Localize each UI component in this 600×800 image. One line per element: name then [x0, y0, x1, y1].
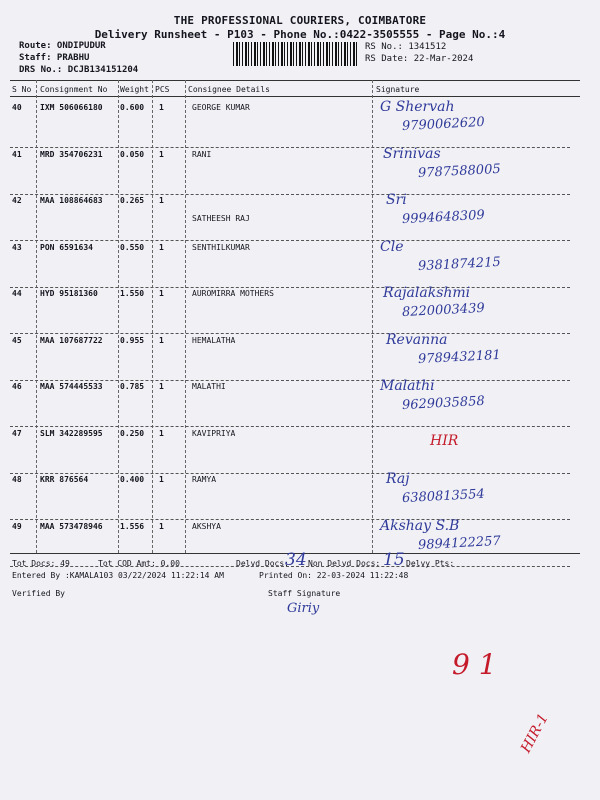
- table-row: [0, 429, 600, 475]
- verified-by: Verified By: [12, 589, 65, 598]
- signature-phone: 9994648309: [401, 207, 486, 228]
- signature-phone: 9789432181: [417, 347, 502, 368]
- row-sno: 46: [12, 382, 22, 391]
- col-header-consignment: Consignment No: [40, 85, 108, 94]
- row-consignment: MAA 573478946: [40, 522, 103, 531]
- row-pcs: 1: [159, 243, 164, 252]
- rs-no: RS No.: 1341512: [365, 42, 447, 52]
- non-delvd-docs-handwritten: 15: [383, 550, 405, 570]
- row-consignment: IXM 506066180: [40, 103, 103, 112]
- row-pcs: 1: [159, 196, 164, 205]
- signature-handwritten: HIR: [430, 433, 459, 449]
- row-sno: 43: [12, 243, 22, 252]
- header-rule-bottom: [10, 96, 580, 97]
- staff-signature-handwritten: Giriy: [287, 601, 320, 616]
- signature-phone: 6380813554: [401, 486, 486, 507]
- row-consignment: MAA 107687722: [40, 336, 103, 345]
- tot-cod-amt: Tot COD Amt: 0.00: [98, 559, 180, 568]
- signature-handwritten: Srinivas: [383, 146, 441, 162]
- row-separator: [10, 519, 570, 520]
- delvd-docs-handwritten: 34: [285, 550, 307, 570]
- row-sno: 40: [12, 103, 22, 112]
- row-separator: [10, 380, 570, 381]
- delvd-docs-label: Delvd Docs:: [236, 559, 289, 568]
- row-pcs: 1: [159, 429, 164, 438]
- row-pcs: 1: [159, 103, 164, 112]
- row-pcs: 1: [159, 289, 164, 298]
- signature-handwritten: Rajalakshmi: [383, 285, 471, 301]
- red-annotation: 9 1: [452, 648, 497, 681]
- row-consignment: PON 6591634: [40, 243, 93, 252]
- row-consignee: AUROMIRRA MOTHERS: [192, 289, 274, 298]
- row-consignee: MALATHI: [192, 382, 226, 391]
- rs-date: RS Date: 22-Mar-2024: [365, 54, 474, 64]
- col-header-consignee: Consignee Details: [188, 85, 270, 94]
- row-pcs: 1: [159, 522, 164, 531]
- row-weight: 0.600: [120, 103, 145, 112]
- row-consignee: GEORGE KUMAR: [192, 103, 250, 112]
- table-row: [0, 332, 600, 382]
- row-sno: 47: [12, 429, 22, 438]
- col-header-pcs: PCS: [155, 85, 170, 94]
- row-weight: 0.785: [120, 382, 145, 391]
- barcode: [233, 42, 358, 66]
- staff-label: Staff: PRABHU: [19, 53, 90, 63]
- row-sno: 45: [12, 336, 22, 345]
- signature-phone: 9381874215: [417, 254, 502, 275]
- table-row: [0, 99, 600, 149]
- row-consignment: MRD 354706231: [40, 150, 103, 159]
- entered-by: Entered By :KAMALA103 03/22/2024 11:22:14 AM: [12, 571, 224, 580]
- row-consignment: MAA 108864683: [40, 196, 103, 205]
- row-weight: 0.265: [120, 196, 145, 205]
- table-row: [0, 471, 600, 521]
- row-separator: [10, 240, 570, 241]
- signature-phone: 9790062620: [401, 114, 486, 135]
- table-row: [0, 378, 600, 428]
- row-consignment: KRR 876564: [40, 475, 89, 484]
- signature-handwritten: Raj: [386, 471, 410, 487]
- company-title: THE PROFESSIONAL COURIERS, COIMBATORE: [173, 14, 427, 27]
- row-consignment: SLM 342289595: [40, 429, 103, 438]
- row-sno: 49: [12, 522, 22, 531]
- row-consignee: RANI: [192, 150, 212, 159]
- row-consignee: AKSHYA: [192, 522, 221, 531]
- signature-phone: 9629035858: [401, 393, 486, 414]
- row-separator: [10, 426, 570, 427]
- delvy-pts: Delvy Pts:: [406, 559, 455, 568]
- row-consignee: SATHEESH RAJ: [192, 214, 250, 223]
- signature-phone: 9787588005: [417, 161, 502, 182]
- row-sno: 48: [12, 475, 22, 484]
- signature-phone: 9894122257: [417, 533, 502, 554]
- col-header-weight: Weight: [120, 85, 149, 94]
- runsheet-title: Delivery Runsheet - P103 - Phone No.:0422-3505555 - Page No.:4: [94, 28, 506, 41]
- row-weight: 0.050: [120, 150, 145, 159]
- signature-handwritten: Cle: [380, 239, 404, 255]
- signature-handwritten: Malathi: [380, 378, 435, 394]
- table-row: [0, 285, 600, 335]
- row-weight: 0.250: [120, 429, 145, 438]
- signature-phone: 8220003439: [401, 300, 486, 321]
- signature-handwritten: Akshay S.B: [380, 518, 460, 534]
- row-sno: 41: [12, 150, 22, 159]
- row-consignment: MAA 574445533: [40, 382, 103, 391]
- row-separator: [10, 287, 570, 288]
- row-consignee: HEMALATHA: [192, 336, 236, 345]
- red-annotation-hir: HIR-1: [518, 710, 552, 756]
- row-weight: 1.556: [120, 522, 145, 531]
- route-label: Route: ONDIPUDUR: [19, 41, 106, 51]
- non-delvd-docs-label: Non Delvd Docs:: [308, 559, 381, 568]
- row-separator: [10, 473, 570, 474]
- row-weight: 0.550: [120, 243, 145, 252]
- row-pcs: 1: [159, 150, 164, 159]
- row-pcs: 1: [159, 475, 164, 484]
- row-separator: [10, 194, 570, 195]
- row-sno: 42: [12, 196, 22, 205]
- table-row: [0, 192, 600, 242]
- staff-signature-label: Staff Signature: [268, 589, 341, 598]
- row-weight: 0.400: [120, 475, 145, 484]
- col-header-signature: Signature: [376, 85, 420, 94]
- signature-handwritten: Revanna: [386, 332, 448, 348]
- row-consignee: SENTHILKUMAR: [192, 243, 250, 252]
- row-weight: 0.955: [120, 336, 145, 345]
- row-consignee: KAVIPRIYA: [192, 429, 236, 438]
- drs-label: DRS No.: DCJB134151204: [19, 65, 139, 75]
- tot-docs: Tot Docs: 49: [12, 559, 70, 568]
- signature-handwritten: G Shervah: [380, 99, 455, 115]
- row-sno: 44: [12, 289, 22, 298]
- table-row: [0, 146, 600, 196]
- col-header-sno: S No: [12, 85, 32, 94]
- row-separator: [10, 147, 570, 148]
- printed-on: Printed On: 22-03-2024 11:22:48: [259, 571, 409, 580]
- row-pcs: 1: [159, 336, 164, 345]
- row-pcs: 1: [159, 382, 164, 391]
- row-consignment: HYD 95181360: [40, 289, 98, 298]
- header-rule-top: [10, 80, 580, 81]
- row-consignee: RAMYA: [192, 475, 217, 484]
- row-separator: [10, 333, 570, 334]
- table-row: [0, 239, 600, 289]
- signature-handwritten: Sri: [386, 192, 407, 208]
- row-weight: 1.550: [120, 289, 145, 298]
